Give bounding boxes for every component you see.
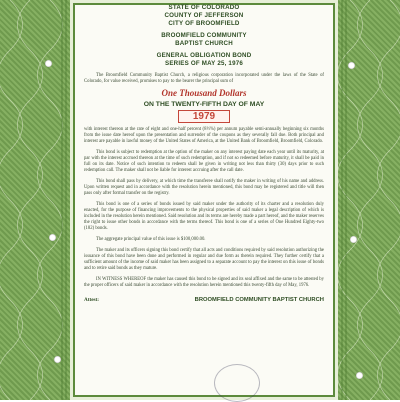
- issuer-line-1: BROOMFIELD COMMUNITY: [161, 32, 247, 39]
- series-paragraph: This bond is one of a series of bonds issued by said maker under the authority of its charter and a resolution duly enacted, for the purpose of financing improvements to the physical properties of said maker a legal description of which is included in the resolution herein mentioned. Said resolution and its terms are hereby made a part hereof, and the maker reserves the right to issue other bonds in accordance with the terms thereof. This bond is one of a series of One Hundred Eighty-two (182) bonds.: [84, 202, 324, 231]
- bond-face: [70, 0, 338, 400]
- cancellation-punch-hole: [350, 236, 357, 243]
- attest-label: Attest:: [84, 297, 99, 303]
- city-line: CITY OF BROOMFIELD: [168, 20, 240, 27]
- issuer-line-2: BAPTIST CHURCH: [175, 40, 233, 47]
- signature-block: [84, 297, 324, 303]
- intro-paragraph: The Broomfield Community Baptist Church, a religious corporation incorporated under the laws of the State of Colorado, for value received, promises to pay to the bearer the principal sum of: [84, 73, 324, 84]
- interest-paragraph: with interest thereon at the rate of eight and one-half percent (8½%) per annum payable semi-annually beginning six months from the issue date hereof upon the presentation and surrender of the coupons as they severally fall due. Both principal and interest are payable in lawful money of the United States of America, at the United Bank of Broomfield, Broomfield, Colorado.: [84, 127, 324, 144]
- transfer-paragraph: This bond shall pass by delivery, at which time the transferee shall notify the maker in writing of his name and address. Upon written request and in accordance with the resolution herein mentioned, this bond may be registered and title will then pass only after formal transfer on the registry.: [84, 179, 324, 196]
- aggregate-value-paragraph: The aggregate principal value of this issue is $100,000.00.: [96, 237, 206, 242]
- principal-amount: One Thousand Dollars: [161, 88, 247, 98]
- cancellation-punch-hole: [54, 356, 61, 363]
- series-line: SERIES OF MAY 25, 1976: [165, 60, 243, 67]
- maturity-day-line: ON THE TWENTY-FIFTH DAY OF MAY: [143, 101, 265, 108]
- bond-type-title: GENERAL OBLIGATION BOND: [156, 52, 252, 59]
- cancellation-punch-hole: [356, 372, 363, 379]
- redemption-paragraph: This bond is subject to redemption at the option of the maker on any interest paying date each year until its maturity, at par with the interest accrued thereon at the time of such redemption, and if not so redeemed before maturity, it shall be paid in full on its date. Notice of such intention to redeem shall be given in writing not less than thirty (30) days prior to such redemption call. The maker shall not be liable for interest accruing after the call date.: [84, 150, 324, 173]
- cancellation-punch-hole: [348, 62, 355, 69]
- seal-impression: [214, 364, 260, 402]
- maturity-year: 1979: [178, 110, 230, 123]
- signing-church-name: BROOMFIELD COMMUNITY BAPTIST CHURCH: [194, 297, 324, 303]
- maturity-year-row: [70, 110, 338, 123]
- county-line: COUNTY OF JEFFERSON: [164, 12, 244, 19]
- certification-paragraph: The maker and its officers signing this bond certify that all acts and conditions required by said resolution authorizing the issuance of this bond have been done and performed in regular and due form as therein required. They further certify that a sufficient amount of the income of said maker has been assigned to a separate account to pay the interest on this issue of bonds and to retire said bonds as they mature.: [84, 248, 324, 271]
- cancellation-punch-hole: [49, 234, 56, 241]
- state-line: STATE OF COLORADO: [168, 4, 240, 11]
- witness-paragraph: IN WITNESS WHEREOF the maker has caused this bond to be signed and its seal affixed and the same to be attested by the proper officers of said maker in accordance with the resolution herein mentioned this twenty-fifth day of May, 1976.: [84, 277, 324, 288]
- cancellation-punch-hole: [45, 60, 52, 67]
